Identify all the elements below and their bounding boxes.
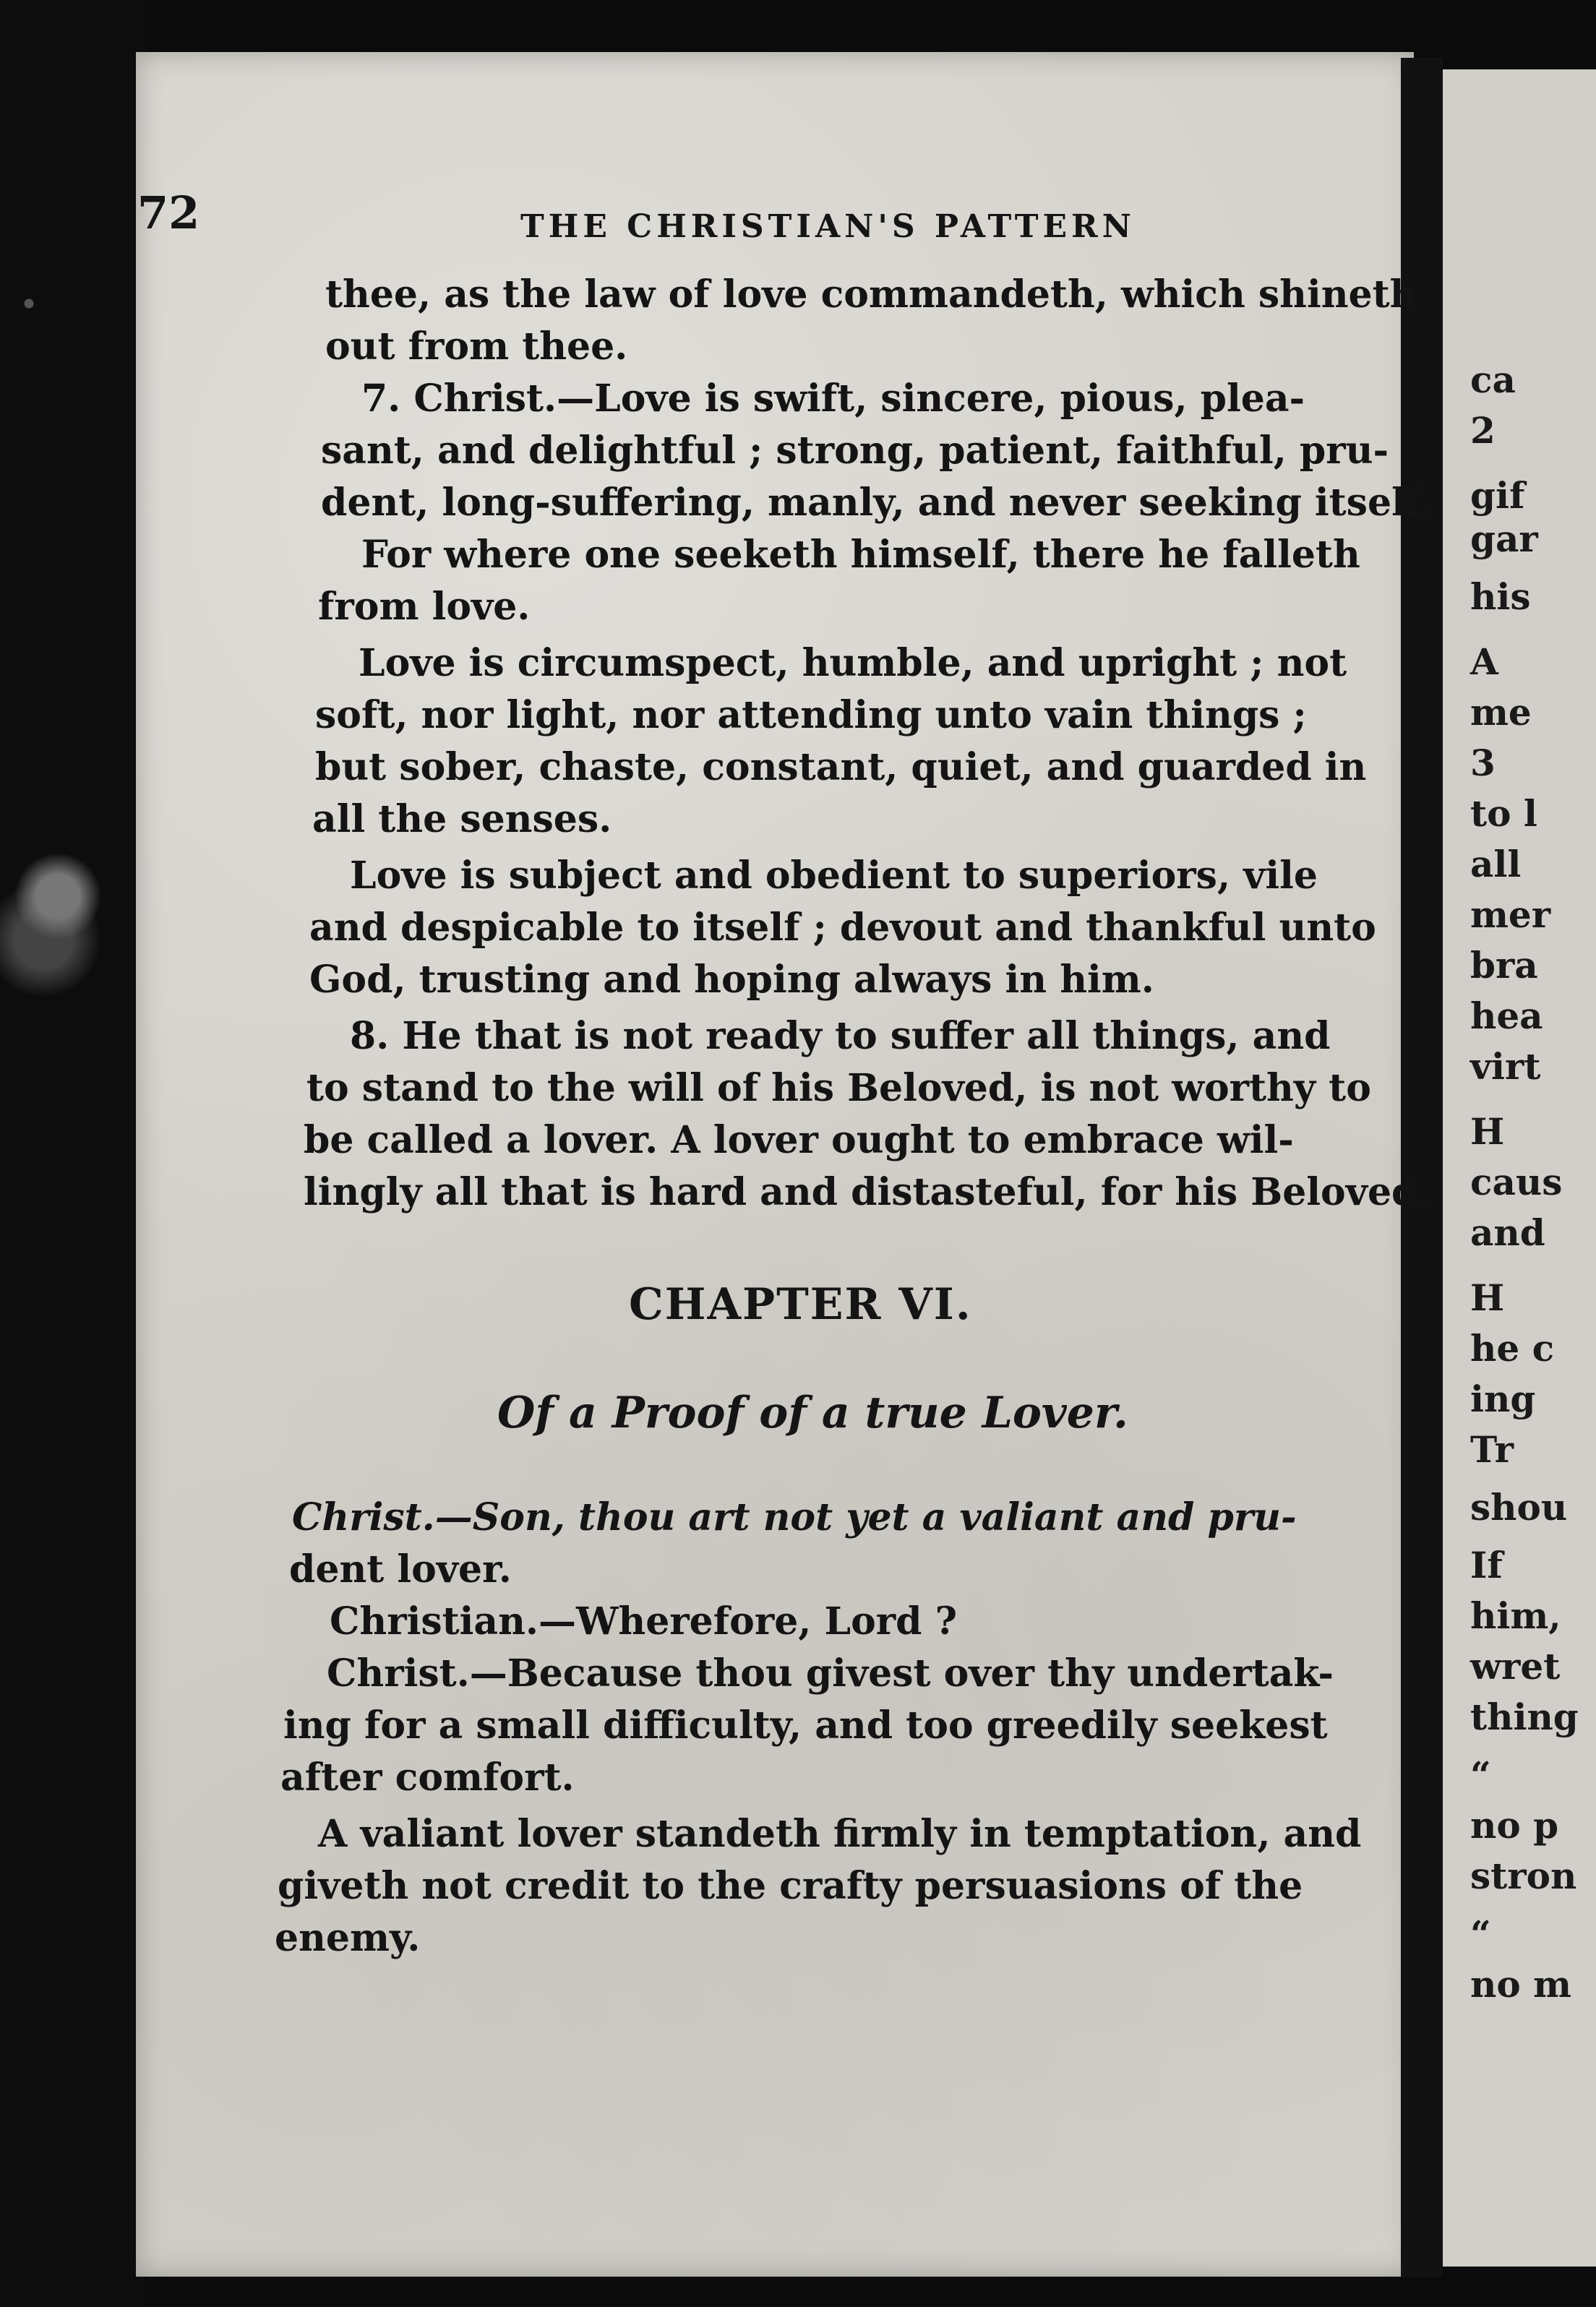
- text-line: A valiant lover standeth firmly in temptation, and: [318, 1812, 1362, 1856]
- adjacent-page-text: caus: [1470, 1161, 1563, 1203]
- text-line: enemy.: [275, 1916, 421, 1960]
- text-line: dent lover.: [289, 1547, 512, 1591]
- text-line: Christian.—Wherefore, Lord ?: [330, 1599, 958, 1644]
- text-line: from love.: [318, 585, 531, 629]
- text-line: to stand to the will of his Beloved, is not worthy to: [306, 1066, 1371, 1110]
- running-title: THE CHRISTIAN'S PATTERN: [520, 208, 1136, 245]
- text-line: thee, as the law of love commandeth, which shineth: [325, 272, 1417, 317]
- text-line: 8. He that is not ready to suffer all things, and: [350, 1014, 1331, 1058]
- adjacent-page-text: A: [1470, 640, 1498, 683]
- adjacent-page-text: gif: [1470, 474, 1525, 517]
- adjacent-page-text: all: [1470, 843, 1522, 885]
- text-line: giveth not credit to the crafty persuasions of the: [278, 1864, 1303, 1908]
- text-line: Love is circumspect, humble, and upright ; not: [359, 641, 1347, 685]
- adjacent-page-text: H: [1470, 1276, 1505, 1319]
- adjacent-page-text: thing: [1470, 1696, 1579, 1738]
- text-line: out from thee.: [325, 325, 628, 369]
- text-line: but sober, chaste, constant, quiet, and guarded in: [315, 745, 1367, 789]
- text-line: all the senses.: [312, 797, 612, 841]
- adjacent-page-text: H: [1470, 1110, 1505, 1153]
- adjacent-page-text: his: [1470, 575, 1531, 618]
- text-line: Love is subject and obedient to superiors, vile: [350, 854, 1318, 898]
- text-line: be called a lover. A lover ought to embrace wil-: [304, 1118, 1294, 1162]
- adjacent-page-text: “: [1470, 1753, 1491, 1796]
- adjacent-page-text: shou: [1470, 1486, 1568, 1529]
- adjacent-page-text: and: [1470, 1211, 1545, 1254]
- adjacent-page-text: bra: [1470, 944, 1538, 987]
- text-line: soft, nor light, nor attending unto vain things ;: [315, 693, 1307, 737]
- text-line: and despicable to itself ; devout and thankful unto: [309, 906, 1376, 950]
- adjacent-page-fragment: [1443, 69, 1596, 2267]
- adjacent-page-text: gar: [1470, 517, 1538, 560]
- text-line: sant, and delightful ; strong, patient, faithful, pru-: [321, 429, 1389, 473]
- adjacent-page-text: stron: [1470, 1855, 1577, 1897]
- adjacent-page-text: ca: [1470, 358, 1516, 401]
- adjacent-page-text: me: [1470, 691, 1532, 734]
- text-line: dent, long-suffering, manly, and never seeking itself.: [321, 481, 1434, 525]
- adjacent-page-text: hea: [1470, 994, 1543, 1037]
- adjacent-page-text: “: [1470, 1912, 1491, 1955]
- film-margin: [0, 0, 145, 2307]
- adjacent-page-text: If: [1470, 1544, 1503, 1586]
- adjacent-page-text: to l: [1470, 792, 1537, 835]
- text-line: lingly all that is hard and distasteful, for his Beloved.: [304, 1170, 1431, 1214]
- text-line: For where one seeketh himself, there he falleth: [361, 533, 1360, 577]
- adjacent-page-text: him,: [1470, 1594, 1561, 1637]
- text-line: 7. Christ.—Love is swift, sincere, pious, plea-: [361, 377, 1305, 421]
- text-line: ing for a small difficulty, and too greedily seekest: [283, 1704, 1328, 1748]
- adjacent-page-text: he c: [1470, 1327, 1555, 1370]
- adjacent-page-text: no p: [1470, 1804, 1559, 1847]
- chapter-subtitle: Of a Proof of a true Lover.: [497, 1388, 1128, 1438]
- adjacent-page-text: virt: [1470, 1045, 1541, 1088]
- adjacent-page-text: mer: [1470, 893, 1551, 936]
- adjacent-page-text: Tr: [1470, 1428, 1514, 1471]
- text-line: Christ.—Son, thou art not yet a valiant and pru-: [292, 1495, 1297, 1539]
- adjacent-page-text: ing: [1470, 1378, 1536, 1420]
- text-line: Christ.—Because thou givest over thy undertak-: [327, 1651, 1334, 1696]
- adjacent-page-text: 2: [1470, 409, 1496, 452]
- adjacent-page-text: 3: [1470, 742, 1496, 784]
- text-line: God, trusting and hoping always in him.: [309, 958, 1154, 1002]
- adjacent-page-text: no m: [1470, 1963, 1572, 2006]
- page-number: 72: [137, 186, 200, 239]
- text-line: after comfort.: [280, 1756, 575, 1800]
- chapter-heading: CHAPTER VI.: [629, 1279, 972, 1330]
- adjacent-page-text: wret: [1470, 1645, 1561, 1688]
